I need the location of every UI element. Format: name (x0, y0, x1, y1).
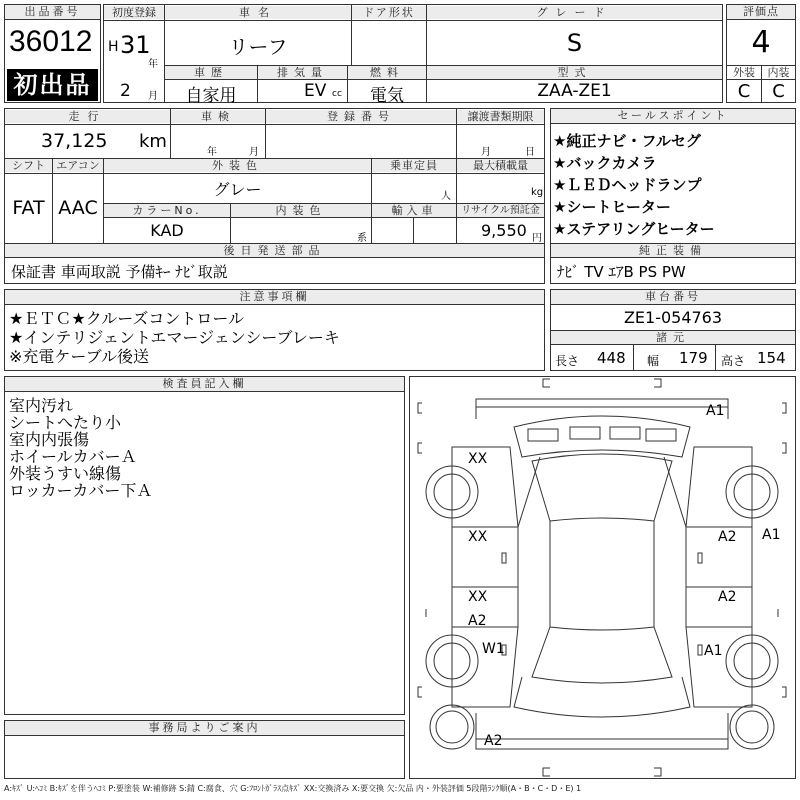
mark-fr-door: A2 (718, 529, 737, 545)
score-value: 4 (751, 25, 771, 60)
registration-label: 初度登録 (104, 6, 164, 19)
inspector-note-6: ロッカーカバー下Ａ (9, 481, 153, 500)
transfer-day-unit: 日 (525, 147, 535, 158)
model-value: ZAA-ZE1 (537, 81, 612, 101)
exterior-color-value: グレー (213, 180, 262, 199)
inspection-month-unit: 月 (249, 147, 259, 158)
max-load-unit: kg (531, 187, 544, 198)
office-block (4, 720, 405, 779)
chassis-value: ZE1-054763 (623, 308, 723, 327)
score-label: 評価点 (727, 5, 795, 20)
fuel-value: 電気 (370, 86, 404, 106)
inspector-note-1: 室内汚れ (9, 396, 74, 415)
equipment-value: ﾅﾋﾞ TV ｴｱB PS PW (557, 263, 686, 281)
detail-table (4, 108, 545, 284)
mileage-label: 走行 (5, 110, 170, 123)
office-label: 事務局よりご案内 (5, 721, 404, 736)
length-value: 448 (597, 349, 626, 367)
displacement-value: EV (304, 81, 327, 101)
notes-block (4, 289, 545, 371)
inspector-note-2: シートへたり小 (9, 413, 122, 432)
interior-score: C (772, 81, 785, 102)
interior-color-label: 内装色 (231, 204, 371, 217)
inspection-label: 車検 (171, 110, 265, 123)
lot-label: 出品番号 (5, 5, 100, 20)
sales-point-5: ★ステアリングヒーター (553, 220, 715, 238)
capacity-unit: 人 (441, 191, 451, 202)
inspector-block (4, 376, 405, 715)
doors-label: ドア形状 (352, 6, 426, 19)
fuel-label: 燃料 (348, 66, 426, 79)
registration-year-unit: 年 (148, 59, 158, 70)
chassis-label: 車台番号 (551, 290, 795, 305)
inspector-note-3: 室内内張傷 (9, 430, 90, 449)
displacement-unit: cc (332, 89, 342, 99)
history-value: 自家用 (185, 86, 237, 106)
transfer-label: 譲渡書類期限 (457, 110, 544, 123)
sales-points-block (550, 108, 796, 284)
width-value: 179 (679, 349, 708, 367)
registration-era: H (108, 39, 119, 55)
inspection-year-unit: 年 (207, 147, 217, 158)
note-3: ※充電ケーブル後送 (9, 347, 149, 366)
registration-year: 31 (120, 31, 151, 59)
displacement-label: 排気量 (258, 66, 347, 79)
specs-label: 諸元 (551, 331, 795, 344)
mark-rl-wheel: W1 (482, 641, 505, 657)
sales-point-2: ★バックカメラ (553, 154, 657, 172)
inspector-label: 検査員記入欄 (5, 377, 404, 392)
shift-label: シフト (5, 159, 52, 172)
mark-r-pillar: A1 (762, 527, 781, 543)
registration-month: 2 (120, 81, 131, 101)
recycle-unit: 円 (532, 233, 542, 244)
mileage-unit: km (139, 131, 167, 152)
import-label: 輸入車 (372, 204, 456, 217)
exterior-score-label: 外装 (733, 66, 755, 79)
mark-fl-fender: XX (468, 451, 488, 467)
interior-color-unit: 系 (357, 233, 367, 244)
note-2: ★インテリジェントエマージェンシーブレーキ (9, 328, 340, 347)
height-value: 154 (757, 349, 786, 367)
sales-points-label: セールスポイント (551, 109, 795, 124)
aircon-value: AAC (58, 197, 98, 219)
later-parts-label: 後日発送部品 (5, 244, 544, 257)
mark-rr-door: A2 (718, 589, 737, 605)
registration-month-unit: 月 (148, 91, 158, 102)
sales-point-3: ★ＬＥＤヘッドランプ (553, 176, 702, 194)
mark-rl-door: A2 (468, 613, 487, 629)
lot-number: 36012 (9, 25, 93, 58)
mark-rl-door-top: XX (468, 589, 488, 605)
transfer-month-unit: 月 (481, 147, 491, 158)
notes-label: 注意事項欄 (5, 290, 544, 305)
mark-rear-bumper: A2 (484, 733, 503, 749)
car-name-value: リーフ (228, 35, 288, 59)
later-parts-value: 保証書 車両取説 予備ｷｰ ﾅﾋﾞ取説 (11, 263, 228, 281)
legend: A:ｷｽﾞ U:ﾍｺﾐ B:ｷｽﾞを伴うﾍｺﾐ P:要塗装 W:補修跡 S:錆 C:腐食、穴 G:ﾌﾛﾝﾄｶﾞﾗｽ点ｷｽﾞ XX:交換済み X:要交換 欠:欠品 内・外装評価 5段階ﾗﾝｸ順(A・B・C・D・E) 1 (4, 784, 582, 793)
interior-score-label: 内装 (767, 66, 790, 79)
car-name-label: 車名 (165, 6, 351, 19)
model-label: 型式 (427, 66, 722, 79)
note-1: ★ＥＴＣ★クルーズコントロール (9, 309, 245, 328)
first-listing-badge: 初出品 (7, 69, 98, 101)
mark-rr-fender: A1 (704, 643, 723, 659)
mileage-value: 37,125 (41, 130, 108, 152)
color-no-label: カラーNo. (104, 204, 230, 217)
exterior-color-label: 外装色 (104, 159, 371, 172)
inspector-note-5: 外装うすい線傷 (9, 464, 122, 483)
mark-hood: A1 (706, 403, 725, 419)
damage-diagram (409, 376, 796, 779)
sales-point-1: ★純正ナビ・フルセグ (553, 132, 701, 150)
exterior-score: C (737, 81, 751, 102)
shift-value: FAT (12, 197, 45, 219)
score-block (726, 4, 796, 103)
vehicle-info-table (103, 4, 723, 106)
mark-fl-door: XX (468, 529, 488, 545)
sales-point-4: ★シートヒーター (553, 198, 671, 216)
equipment-label: 純正装備 (551, 244, 795, 257)
color-no-value: KAD (150, 221, 184, 240)
plate-label: 登録番号 (266, 110, 456, 123)
aircon-label: エアコン (53, 159, 103, 172)
length-label: 長さ (555, 354, 580, 368)
lot-block (4, 4, 101, 103)
max-load-label: 最大積載量 (457, 159, 544, 172)
recycle-value: 9,550 (481, 221, 527, 240)
history-label: 車歴 (165, 66, 257, 79)
inspector-note-4: ホイールカバーＡ (9, 447, 137, 466)
grade-value: S (566, 29, 583, 57)
recycle-label: リサイクル預託金 (457, 204, 544, 217)
capacity-label: 乗車定員 (372, 159, 456, 172)
height-label: 高さ (721, 354, 746, 368)
width-label: 幅 (647, 354, 660, 368)
chassis-block (550, 289, 796, 371)
car-outline (410, 377, 795, 778)
grade-label: グレード (427, 6, 722, 19)
